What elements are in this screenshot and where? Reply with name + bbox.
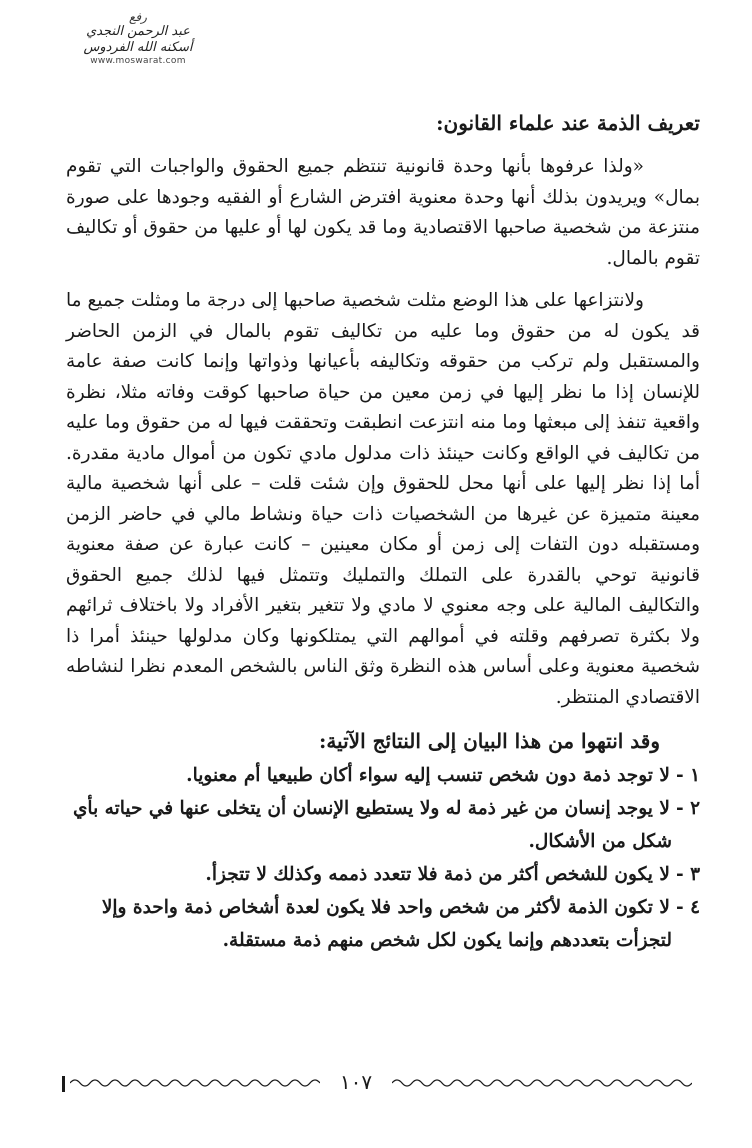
paragraph-1-text: «ولذا عرفوها بأنها وحدة قانونية تنتظم جميع الحقوق والواجبات التي تقوم بمال» ويريدون بذلك أنها وحدة معنوية افترض الشارع أو الفقيه وجودها على صورة منتزعة من شخصية صاحبها الاقتصادية وما قد يكون لها أو عليها من حقوق أو تكاليف تقوم بالمال. bbox=[66, 156, 700, 269]
paragraph-1 bbox=[66, 152, 700, 274]
result-text: لا تكون الذمة لأكثر من شخص واحد فلا يكون لعدة أشخاص ذمة واحدة وإلا bbox=[101, 897, 670, 918]
result-number: ١ - bbox=[675, 765, 700, 786]
result-text: لا توجد ذمة دون شخص تنسب إليه سواء أكان طبيعيا أم معنويا. bbox=[186, 765, 670, 786]
result-item-3 bbox=[66, 858, 700, 891]
section-heading: تعريف الذمة عند علماء القانون: bbox=[436, 111, 700, 135]
stamp-url: www.moswarat.com bbox=[90, 56, 186, 66]
result-item-1 bbox=[66, 759, 700, 792]
results-heading: وقد انتهوا من هذا البيان إلى النتائج الآتية: bbox=[318, 729, 660, 753]
result-number: ٤ - bbox=[675, 897, 700, 918]
result-item-4 bbox=[66, 891, 700, 957]
footer-wave-left bbox=[70, 1074, 320, 1092]
page-content bbox=[66, 108, 700, 957]
footer-bar bbox=[62, 1076, 65, 1092]
result-text-continued: لتجزأت بتعددهم وإنما يكون لكل شخص منهم ذمة مستقلة. bbox=[222, 930, 672, 951]
footer-wave-right bbox=[392, 1074, 692, 1092]
result-item-2 bbox=[66, 792, 700, 858]
page-number: ١٠٧ bbox=[339, 1070, 373, 1094]
stamp-line-1: رفع bbox=[129, 10, 147, 24]
paragraph-2-text: ولانتزاعها على هذا الوضع مثلت شخصية صاحبها إلى درجة ما ومثلت جميع ما قد يكون له من حقوق وما عليه من تكاليف تقوم بالمال في الزمن الحاضر والمستقبل ولم تركب من حقوقه وتكاليفه بأعيانها وذواتها وإنما كانت صفة عامة للإنسان إذا ما نظر إليها في زمن معين من حياة صاحبها كوقت وفاته مثلا، نظرة واقعية تنفذ إلى مبعثها وما منه انتزعت انطبقت وتحققت فيها له من حقوق وما عليه من تكاليف في الواقع وكانت حينئذ ذات مدلول مادي تكون من أموال مادية مقدرة. أما إذا نظر إليها على أنها محل للحقوق وإن شئت قلت – على أنها شخصية مالية معينة متميزة عن غيرها من الشخصيات ذات حياة ونشاط مالي في حاضر الزمن ومستقبله دون التفات إلى زمن أو مكان معينين – كانت عبارة عن صفة معنوية قانونية توحي بالقدرة على التملك والتمليك وتتمثل فيها لذلك جميع الحقوق والتكاليف المالية على وجه معنوي لا مادي ولا تتغير بتغير الأفراد ولا باختلاف ثرائهم ولا بكثرة تصرفهم وقلته في أموالهم التي يمتلكونها وكان مدلولها حينئذ أمرا ذا شخصية معنوية وعلى أساس هذه النظرة وثق الناس بالشخص المعدم نظرا لنشاطه الاقتصادي المنتظر. bbox=[66, 290, 700, 708]
result-text: لا يوجد إنسان من غير ذمة له ولا يستطيع الإنسان أن يتخلى عنها في حياته بأي bbox=[72, 798, 670, 819]
results-list bbox=[66, 759, 700, 957]
watermark-stamp bbox=[58, 10, 218, 72]
stamp-line-2: عبد الرحمن النجدي bbox=[86, 24, 190, 39]
result-text-continued: شكل من الأشكال. bbox=[528, 831, 672, 852]
stamp-line-3: أسكنه الله الفردوس bbox=[83, 40, 193, 55]
result-text: لا يكون للشخص أكثر من ذمة فلا تتعدد ذممه وكذلك لا تتجزأ. bbox=[205, 864, 670, 885]
page-footer bbox=[62, 1068, 700, 1098]
result-number: ٢ - bbox=[675, 798, 700, 819]
paragraph-2 bbox=[66, 286, 700, 713]
result-number: ٣ - bbox=[675, 864, 700, 885]
